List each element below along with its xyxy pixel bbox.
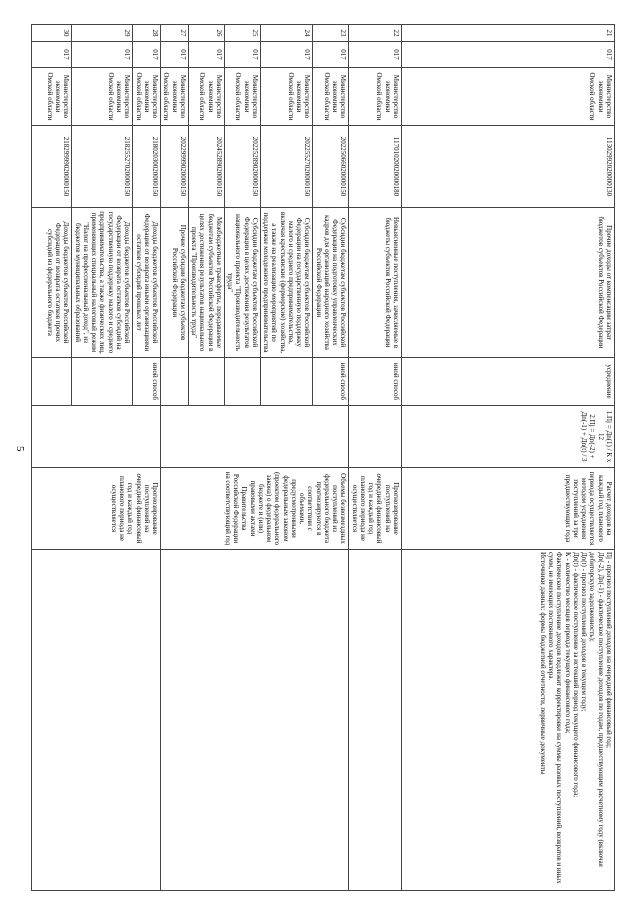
rotated-table-container <box>46 24 615 890</box>
admin-name: Министерство экономики Омской области <box>161 68 189 126</box>
row-number: 23 <box>313 25 349 42</box>
admin-name: Министерство экономики Омской области <box>32 68 72 126</box>
formula <box>161 406 349 468</box>
admin-name: Министерство экономики Омской области <box>133 68 161 126</box>
admin-name: Министерство экономики Омской области <box>189 68 225 126</box>
indicators <box>402 550 615 891</box>
admin-code: 017 <box>133 42 161 68</box>
algorithm: Прогнозирование поступлений на очередной финансовый год и каждый год планового периода не осуществляется <box>349 468 402 550</box>
indicator-line: Дn(t) - фактическое поступление за истекший период текущего финансового года; <box>572 552 580 798</box>
method: усреднение <box>402 358 615 406</box>
admin-name: Министерство экономики Омской области <box>225 68 261 126</box>
admin-code: 017 <box>72 42 133 68</box>
admin-code: 017 <box>261 42 314 68</box>
kbk-code: 11701020020000180 <box>349 126 402 208</box>
row-number: 22 <box>349 25 402 42</box>
method: иной способ <box>313 358 349 406</box>
formula <box>32 406 161 468</box>
method <box>261 358 314 406</box>
admin-name: Министерство экономики Омской области <box>349 68 402 126</box>
admin-name: Министерство экономики Омской области <box>261 68 314 126</box>
row-number: 30 <box>32 25 72 42</box>
income-name: Невыясненные поступления, зачисляемые в бюджеты субъектов Российской Федерации <box>349 208 402 358</box>
row-number: 21 <box>402 25 615 42</box>
admin-code: 017 <box>189 42 225 68</box>
row-number: 25 <box>225 25 261 42</box>
income-name: Доходы бюджетов субъектов Российской Федерации от возврата остатков субсидий на государственную поддержку малого и среднего предпринимательства, а также физических лиц, применяющих специальный налоговый режим "Налог на профессиональный доход", из бюджетов муниципальных образований <box>72 208 133 358</box>
admin-name: Министерство экономики Омской области <box>72 68 133 126</box>
method <box>161 358 189 406</box>
kbk-code: 20225066020000150 <box>313 126 349 208</box>
indicator-line: Пj - прогноз поступлений доходов на очередной финансовый год; <box>605 552 613 748</box>
income-name: Доходы бюджетов субъектов Российской Федерации от возврата остатков прочих субсидий из федерального бюджета <box>32 208 72 358</box>
admin-code: 017 <box>32 42 72 68</box>
method <box>72 358 133 406</box>
indicators <box>161 550 349 891</box>
row-number: 26 <box>189 25 225 42</box>
table-row <box>133 25 161 891</box>
indicator-line: К - количество месяцев периода текущего финансового года; <box>563 552 572 734</box>
formula-line: 1.Пj = Дn(1) / К x 12 <box>596 410 613 463</box>
income-name: Субсидии бюджетам субъектов Российской Федерации на подготовку управленческих кадров для организаций народного хозяйства Российской Федерации <box>313 208 349 358</box>
income-name: Субсидии бюджетам субъектов Российской Федерации в целях достижения результатов национального проекта "Производительность труда" <box>225 208 261 358</box>
kbk-code: 21829999020000150 <box>32 126 72 208</box>
kbk-code: 20225289020000150 <box>225 126 261 208</box>
kbk-code: 20225527020000150 <box>261 126 314 208</box>
kbk-code: 20245289020000150 <box>189 126 225 208</box>
method: иной способ <box>133 358 161 406</box>
admin-code: 017 <box>313 42 349 68</box>
indicator-line: Фактическое поступление доходов подлежит корректировке на суммы разовых поступлений, возвратов и иных сумм, не имеющих постоянного характера. <box>547 552 564 884</box>
income-name: Прочие субсидии бюджетам субъектов Российской Федерации <box>161 208 189 358</box>
indicators <box>349 550 402 891</box>
income-name: Доходы бюджетов субъектов Российской Федерации от возврата иными организациями остатков субсидий прошлых лет <box>133 208 161 358</box>
algorithm: Расчет доходов на каждый год планового периода осуществляется методом усреднения поступлений за три предшествующих года <box>402 468 615 550</box>
table-row <box>313 25 349 891</box>
method <box>225 358 261 406</box>
algorithm: Объемы безвозмездных поступлений из федерального бюджета прогнозируются в соответствии с объемами, предусмотренными федеральным законом (проектом федерального закона) о федеральном бюджете и (или) правовыми актами Правительства Российской Федерации на соответствующий год <box>161 468 349 550</box>
algorithm: Прогнозирование поступлений на очередной финансовый год и каждый год планового периода не осуществляется <box>32 468 161 550</box>
formula-line: 2.Пj = Дn(-2) + Дn(-1) + Дn(t) / 3 <box>580 411 597 462</box>
admin-code: 017 <box>225 42 261 68</box>
indicator-line: Источники данных: формы бюджетной отчетности, первичные документы <box>539 552 547 775</box>
income-name: Субсидии бюджетам субъектов Российской Федерации на государственную поддержку малого и среднего предпринимательства, включая крестьянские (фермерские) хозяйства, а также на реализацию мероприятий по поддержке молодежного предпринимательства <box>261 208 314 358</box>
admin-name: Министерство экономики Омской области <box>313 68 349 126</box>
table-row <box>349 25 402 891</box>
income-forecast-table <box>32 24 616 891</box>
kbk-code: 21802030020000150 <box>133 126 161 208</box>
document-sheet <box>46 24 615 890</box>
kbk-code: 11302992020000130 <box>402 126 615 208</box>
row-number: 29 <box>72 25 133 42</box>
indicators <box>32 550 161 891</box>
admin-code: 017 <box>402 42 615 68</box>
income-name: Прочие доходы от компенсации затрат бюджетов субъектов Российской Федерации <box>402 208 615 358</box>
page-number: 5 <box>14 446 26 452</box>
kbk-code: 21825527020000150 <box>72 126 133 208</box>
indicator-line: Дn(t) - прогноз поступлений доходов в текущем году; <box>580 552 589 712</box>
table-row <box>402 25 615 891</box>
method <box>189 358 225 406</box>
indicator-line: Дn(-2), Дn(-1) - фактическое поступление доходов по годам, предшествующим расчетному году (включая дебиторскую задолженность); <box>588 552 605 867</box>
formula <box>349 406 402 468</box>
admin-code: 017 <box>161 42 189 68</box>
admin-name: Министерство экономики Омской области <box>402 68 615 126</box>
row-number: 28 <box>133 25 161 42</box>
formula <box>402 406 615 468</box>
method: иной способ <box>349 358 402 406</box>
row-number: 27 <box>161 25 189 42</box>
income-name: Межбюджетные трансферты, передаваемые бюджетам субъектов Российской Федерации в целях достижения результатов национального проекта "Производительность труда" <box>189 208 225 358</box>
kbk-code: 20229999020000150 <box>161 126 189 208</box>
row-number: 24 <box>261 25 314 42</box>
admin-code: 017 <box>349 42 402 68</box>
method <box>32 358 72 406</box>
